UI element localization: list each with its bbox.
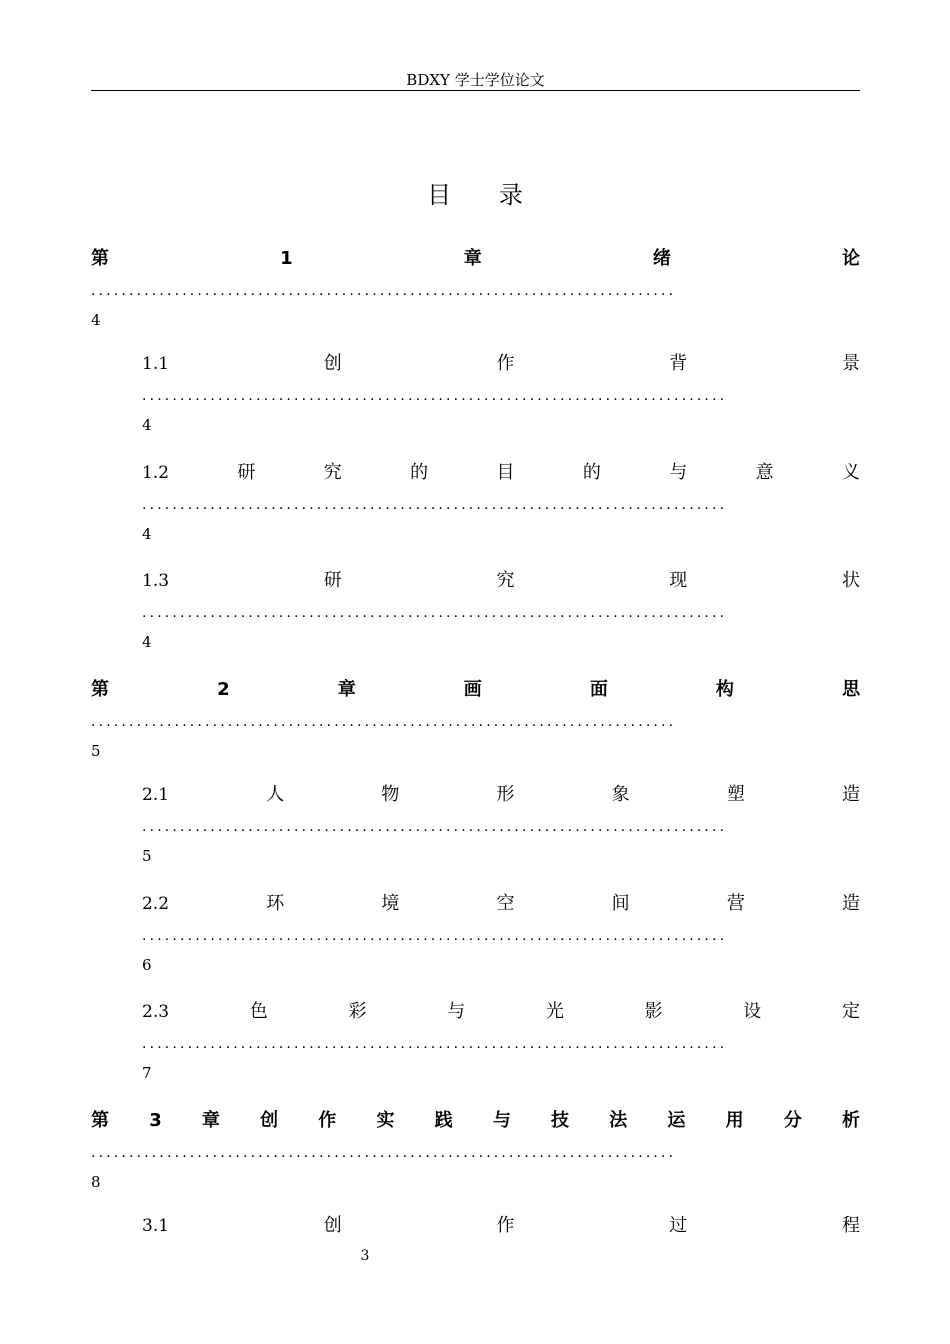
toc-title-token: 2.2	[142, 894, 170, 914]
toc-title-token: 境	[381, 893, 400, 914]
toc-title-token: 作	[318, 1110, 337, 1131]
toc-page-number: 6	[142, 956, 152, 974]
toc-title-token: 空	[496, 893, 515, 914]
toc-title-token: 的	[582, 462, 601, 483]
toc-entry-title	[142, 1214, 860, 1238]
toc-title-token: 背	[669, 353, 688, 374]
toc-title-token: 景	[841, 353, 860, 374]
dot-leader: .............................................................................	[142, 819, 728, 835]
toc-title-token: 物	[381, 784, 400, 805]
page-number: 3	[360, 1248, 370, 1264]
toc-entry-title	[142, 352, 860, 376]
toc-title-token: 2	[217, 679, 230, 700]
toc-title-token: 析	[841, 1110, 860, 1131]
dot-leader: .............................................................................	[91, 283, 677, 299]
toc-title-token: 1.2	[142, 463, 170, 483]
dot-leader: .............................................................................	[142, 1036, 728, 1052]
toc-title-token: 人	[266, 784, 285, 805]
toc-section-entry[interactable]	[142, 461, 860, 544]
toc-title-token: 论	[841, 248, 860, 269]
toc-title-token: 用	[725, 1110, 744, 1131]
toc-section-entry[interactable]	[142, 1000, 860, 1083]
toc-title-token: 定	[841, 1001, 860, 1022]
toc-title-token: 的	[410, 462, 429, 483]
toc-page-number: 5	[142, 847, 152, 865]
toc-section-entry[interactable]	[142, 1214, 860, 1238]
toc-page-number: 4	[142, 416, 152, 434]
toc-title-token: 色	[249, 1001, 268, 1022]
toc-title-token: 2.1	[142, 785, 170, 805]
toc-title-token: 意	[755, 462, 774, 483]
toc-title-token: 1	[280, 248, 293, 269]
toc-title-token: 彩	[348, 1001, 367, 1022]
toc-title-token: 造	[841, 784, 860, 805]
toc-page-number: 4	[142, 633, 152, 651]
toc-title-token: 第	[91, 679, 109, 700]
dot-leader: .............................................................................	[91, 714, 677, 730]
dot-leader: .............................................................................	[91, 1145, 677, 1161]
toc-title-token: 影	[644, 1001, 663, 1022]
toc-entry-title	[142, 461, 860, 485]
toc-title-token: 间	[611, 893, 630, 914]
toc-title-token: 第	[91, 248, 109, 269]
toc-title-token: 技	[551, 1110, 570, 1131]
dot-leader: .............................................................................	[142, 605, 728, 621]
toc-title-token: 究	[496, 570, 515, 591]
running-header: BDXY 学士学位论文	[406, 71, 545, 89]
dot-leader: .............................................................................	[142, 497, 728, 513]
toc-entry-title	[91, 247, 860, 271]
toc-title-token: 创	[260, 1110, 279, 1131]
toc-title-token: 环	[266, 893, 285, 914]
toc-title-token: 设	[743, 1001, 762, 1022]
toc-title-token: 绪	[652, 248, 671, 269]
toc-entry-title	[142, 1000, 860, 1024]
toc-title-token: 与	[447, 1001, 466, 1022]
toc-title-token: 现	[669, 570, 688, 591]
toc-title-token: 3	[149, 1110, 162, 1131]
toc-page-number: 5	[91, 742, 101, 760]
toc-section-entry[interactable]	[142, 352, 860, 435]
toc-title-token: 创	[323, 1215, 342, 1236]
toc-title-token: 程	[841, 1215, 860, 1236]
toc-title-token: 光	[545, 1001, 564, 1022]
toc-title-token: 章	[337, 679, 356, 700]
toc-entry-title	[142, 783, 860, 807]
toc-title-token: 研	[237, 462, 256, 483]
toc-title	[0, 180, 950, 210]
toc-title-token: 创	[323, 353, 342, 374]
toc-title-token: 义	[841, 462, 860, 483]
dot-leader: .............................................................................	[142, 388, 728, 404]
toc-title-token: 象	[611, 784, 630, 805]
toc-page-number: 7	[142, 1064, 152, 1082]
toc-title-token: 第	[91, 1110, 109, 1131]
toc-title-token: 章	[463, 248, 482, 269]
toc-title-token: 研	[323, 570, 342, 591]
toc-title-token: 章	[201, 1110, 220, 1131]
toc-page-number: 4	[91, 311, 101, 329]
toc-title-char: 录	[498, 181, 523, 209]
toc-chapter-entry[interactable]	[91, 247, 860, 330]
toc-entry-title	[91, 1109, 860, 1133]
toc-title-token: 营	[726, 893, 745, 914]
toc-title-char: 目	[427, 181, 452, 209]
toc-chapter-entry[interactable]	[91, 678, 860, 761]
toc-title-token: 与	[669, 462, 688, 483]
toc-title-token: 与	[492, 1110, 511, 1131]
toc-title-token: 塑	[726, 784, 745, 805]
toc-title-token: 实	[376, 1110, 395, 1131]
toc-title-token: 面	[589, 679, 608, 700]
toc-section-entry[interactable]	[142, 783, 860, 866]
toc-title-token: 过	[669, 1215, 688, 1236]
toc-title-token: 1.3	[142, 571, 170, 591]
toc-title-token: 分	[783, 1110, 802, 1131]
toc-title-token: 造	[841, 893, 860, 914]
dot-leader: .............................................................................	[142, 928, 728, 944]
toc-page-number: 8	[91, 1173, 101, 1191]
toc-title-token: 构	[715, 679, 734, 700]
toc-title-token: 法	[609, 1110, 628, 1131]
toc-page-number: 4	[142, 525, 152, 543]
toc-entry-title	[91, 678, 860, 702]
toc-title-token: 3.1	[142, 1216, 170, 1236]
toc-title-token: 状	[841, 570, 860, 591]
toc-entry-title	[142, 569, 860, 593]
toc-title-token: 1.1	[142, 354, 170, 374]
toc-title-token: 作	[496, 353, 515, 374]
toc-section-entry[interactable]	[142, 892, 860, 975]
toc-title-token: 目	[496, 462, 515, 483]
toc-title-token: 运	[667, 1110, 686, 1131]
toc-title-token: 作	[496, 1215, 515, 1236]
toc-chapter-entry[interactable]	[91, 1109, 860, 1192]
toc-title-token: 画	[463, 679, 482, 700]
toc-title-token: 思	[842, 679, 860, 700]
toc-title-token: 形	[496, 784, 515, 805]
toc-title-token: 2.3	[142, 1002, 170, 1022]
toc-section-entry[interactable]	[142, 569, 860, 652]
toc-entry-title	[142, 892, 860, 916]
toc-title-token: 践	[434, 1110, 453, 1131]
toc-title-token: 究	[323, 462, 342, 483]
header-rule	[91, 90, 860, 91]
